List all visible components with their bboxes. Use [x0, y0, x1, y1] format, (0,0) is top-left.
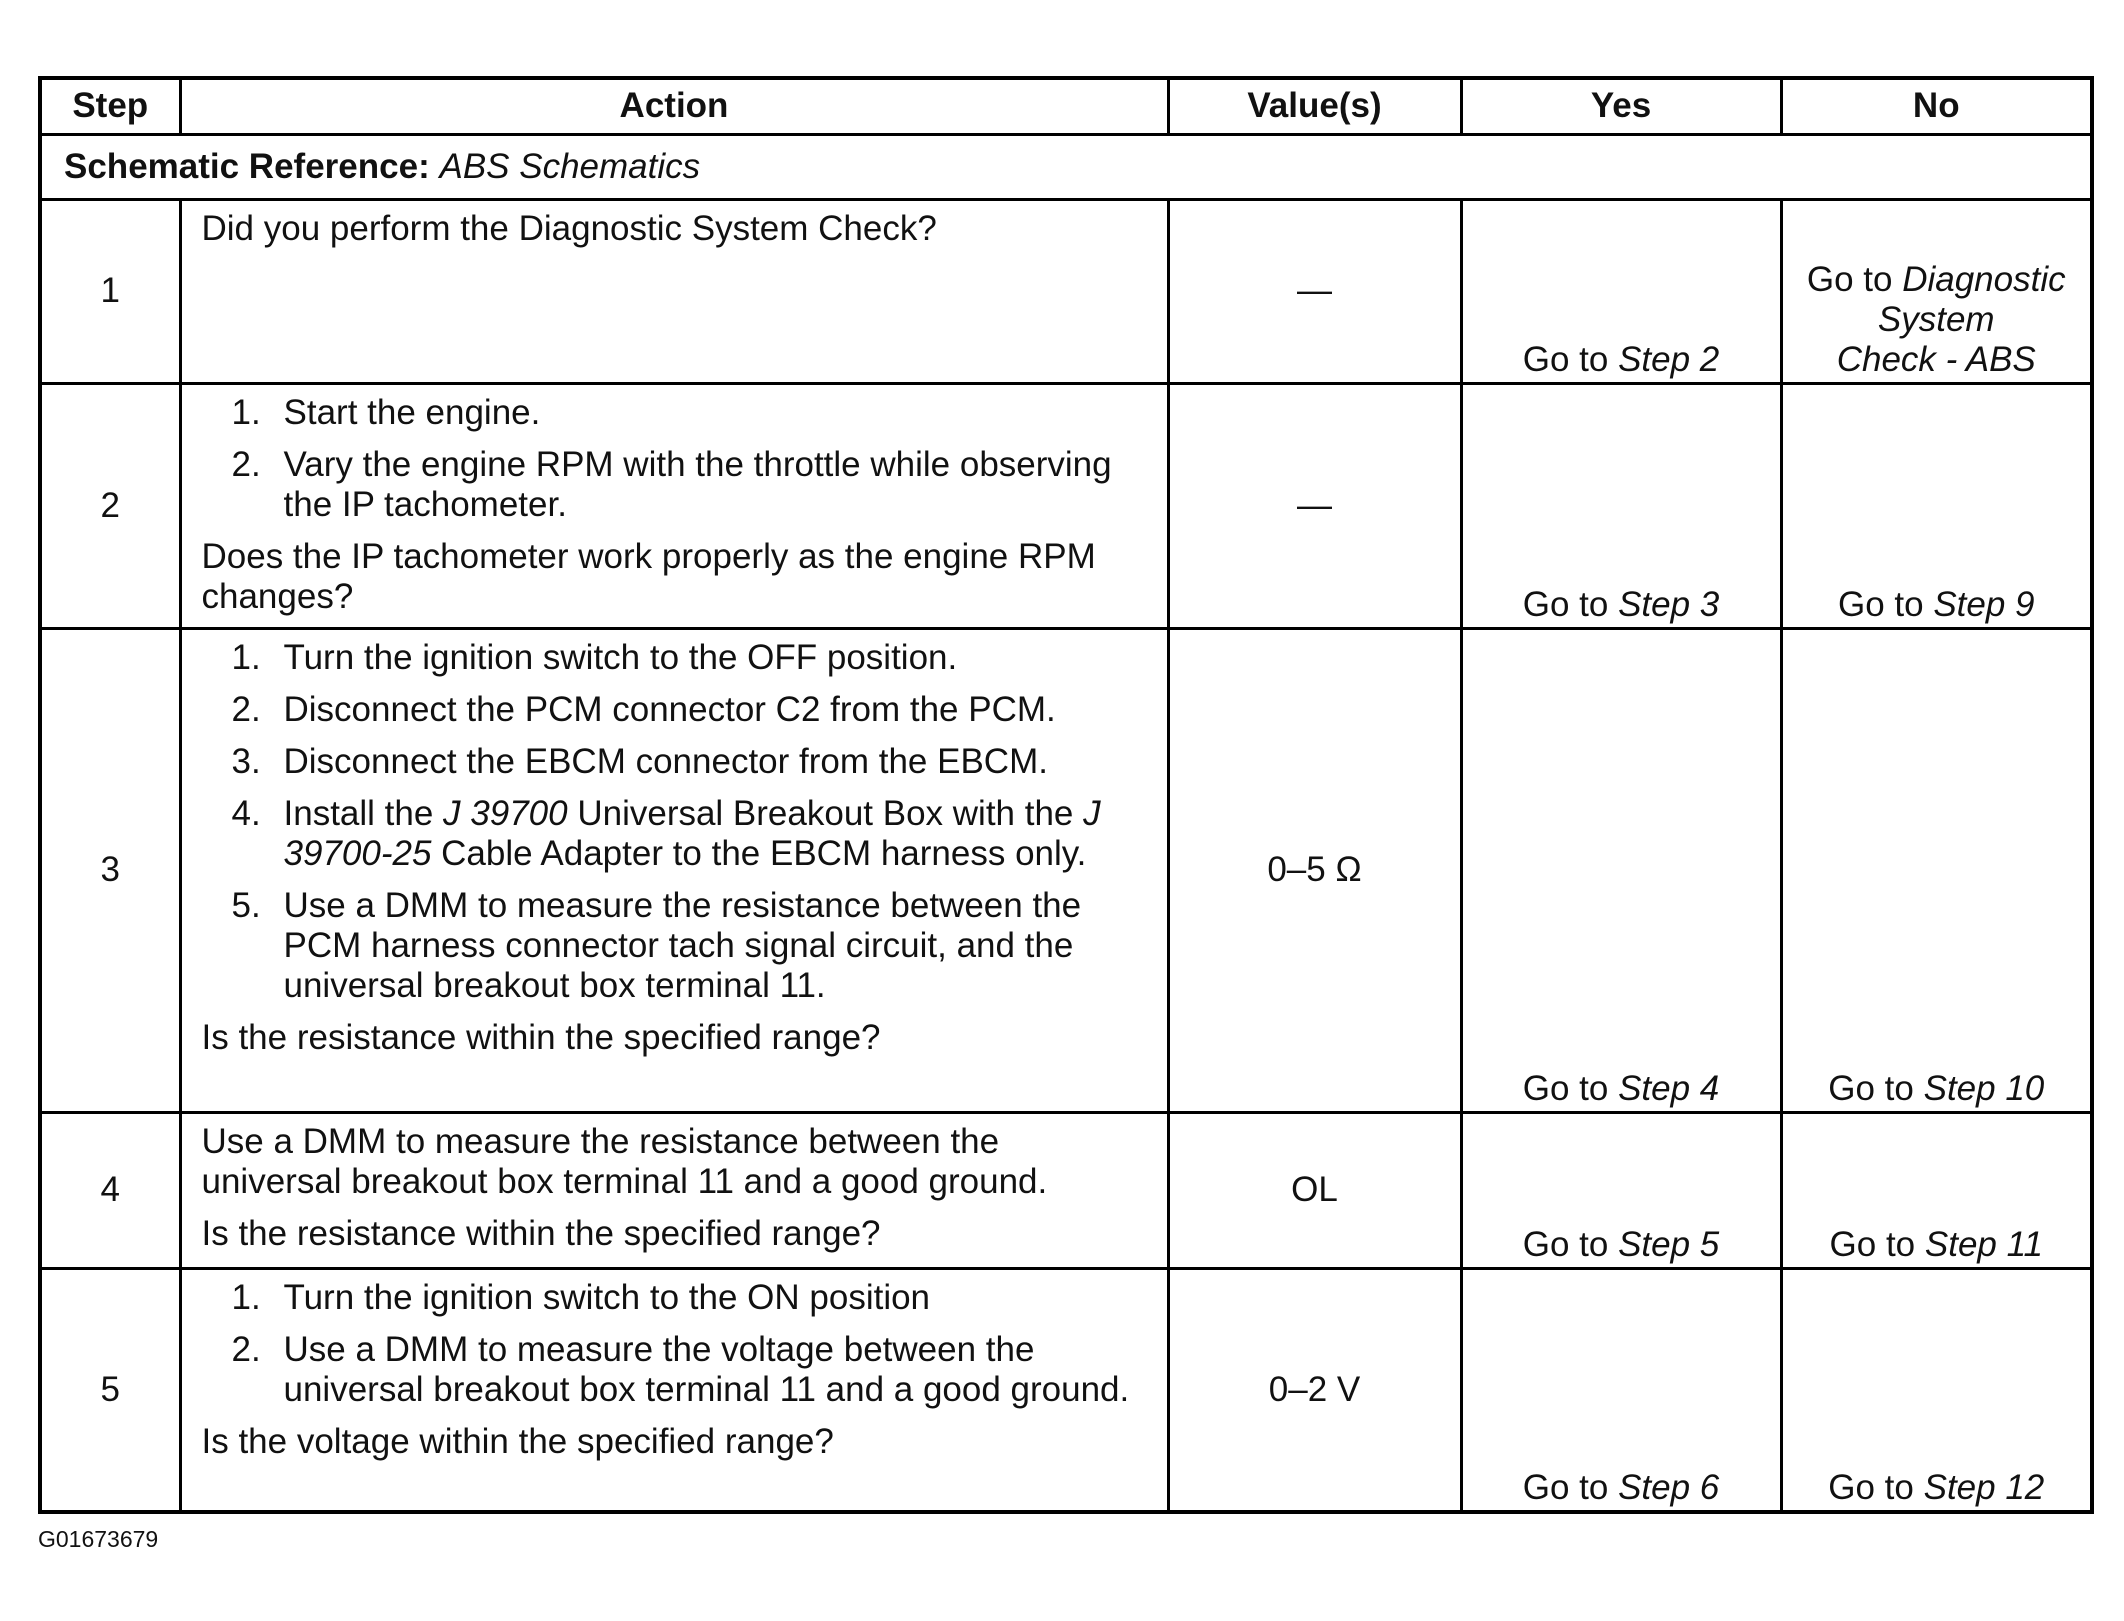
step-item-number: 1.: [231, 637, 261, 677]
question-text: Did you perform the Diagnostic System Check?: [201, 208, 937, 248]
step-item-number: 1.: [231, 392, 261, 432]
step-number: 1: [40, 199, 180, 383]
question-text: Is the voltage within the specified range?: [201, 1421, 834, 1461]
header-row: [40, 78, 2092, 134]
table-row: [40, 1268, 2092, 1512]
step-item-text: Vary the engine RPM with the throttle while observing the IP tachometer.: [283, 444, 1112, 524]
action-steps: [202, 638, 1147, 1006]
no-prefix: Go to: [1829, 1224, 1916, 1264]
step-item-text-pre: Install the: [283, 793, 444, 833]
no-target: Step 10: [1923, 1068, 2045, 1108]
action-step: [202, 1330, 1147, 1410]
value-cell: —: [1168, 383, 1461, 628]
step-item-text-mid: Universal Breakout Box with the: [567, 793, 1084, 833]
step-item-number: 2.: [231, 689, 261, 729]
action-cell: [180, 1268, 1168, 1512]
table-row: [40, 383, 2092, 628]
no-cell: [1781, 383, 2092, 628]
table-row: [40, 628, 2092, 1112]
value-cell: 0–2 V: [1168, 1268, 1461, 1512]
step-item-text: Turn the ignition switch to the OFF position.: [283, 637, 958, 677]
action-step: [202, 393, 1147, 433]
tool-name: J 39700: [443, 793, 568, 833]
action-cell: [180, 1112, 1168, 1268]
header-values: Value(s): [1168, 78, 1461, 134]
figure-id: G01673679: [38, 1526, 159, 1552]
action-step: [202, 886, 1147, 1006]
action-cell: [180, 628, 1168, 1112]
schematic-reference: [40, 134, 2092, 199]
value-cell: 0–5 Ω: [1168, 628, 1461, 1112]
yes-target: Step 2: [1618, 339, 1720, 379]
yes-prefix: Go to: [1522, 1068, 1609, 1108]
header-action: Action: [180, 78, 1168, 134]
step-item-number: 1.: [231, 1277, 261, 1317]
header-yes: Yes: [1461, 78, 1781, 134]
step-item-text: Use a DMM to measure the resistance between the PCM harness connector tach signal circuit, and the universal breakout box terminal 11.: [283, 885, 1082, 1005]
no-prefix: Go to: [1837, 584, 1924, 624]
action-step: [202, 445, 1147, 525]
yes-cell: [1461, 1112, 1781, 1268]
schematic-reference-label: Schematic Reference:: [64, 146, 430, 186]
table-row: [40, 1112, 2092, 1268]
step-number: 3: [40, 628, 180, 1112]
yes-cell: [1461, 1268, 1781, 1512]
value-cell: —: [1168, 199, 1461, 383]
no-target-line3: Check - ABS: [1836, 339, 2036, 379]
tool-name: J 39700-25: [283, 793, 1101, 873]
no-cell: [1781, 628, 2092, 1112]
action-step: [202, 1278, 1147, 1318]
reference-row: [40, 134, 2092, 199]
value-cell: OL: [1168, 1112, 1461, 1268]
step-item-number: 2.: [231, 1329, 261, 1369]
step-number: 5: [40, 1268, 180, 1512]
no-target: Step 9: [1933, 584, 2035, 624]
question-text: Is the resistance within the specified range?: [201, 1213, 881, 1253]
step-item-text: Use a DMM to measure the voltage between the universal breakout box terminal 11 and a good ground.: [283, 1329, 1130, 1409]
yes-prefix: Go to: [1522, 584, 1609, 624]
step-item-number: 3.: [231, 741, 261, 781]
step-item-text-post: Cable Adapter to the EBCM harness only.: [431, 833, 1087, 873]
no-target: Step 12: [1923, 1468, 2045, 1507]
no-target-line2: System: [1877, 299, 1995, 339]
yes-cell: [1461, 383, 1781, 628]
no-cell: [1781, 199, 2092, 383]
action-steps: [202, 393, 1147, 525]
step-item-number: 4.: [231, 793, 261, 833]
yes-target: Step 5: [1618, 1224, 1720, 1264]
yes-target: Step 6: [1618, 1468, 1720, 1507]
no-prefix: Go to: [1806, 259, 1893, 299]
yes-cell: [1461, 199, 1781, 383]
header-step: Step: [40, 78, 180, 134]
yes-prefix: Go to: [1522, 1224, 1609, 1264]
step-item-text: Disconnect the PCM connector C2 from the PCM.: [283, 689, 1056, 729]
step-item-number: 5.: [231, 885, 261, 925]
step-item-text: Start the engine.: [283, 392, 541, 432]
no-cell: [1781, 1268, 2092, 1512]
yes-target: Step 4: [1618, 1068, 1720, 1108]
action-cell: [180, 199, 1168, 383]
action-step: [202, 638, 1147, 678]
step-number: 4: [40, 1112, 180, 1268]
action-text: Use a DMM to measure the resistance between the universal breakout box terminal 11 and a good ground.: [201, 1121, 1048, 1201]
step-item-text: Disconnect the EBCM connector from the EBCM.: [283, 741, 1048, 781]
no-cell: [1781, 1112, 2092, 1268]
table-row: [40, 199, 2092, 383]
yes-target: Step 3: [1618, 584, 1720, 624]
yes-prefix: Go to: [1522, 339, 1609, 379]
header-no: No: [1781, 78, 2092, 134]
step-item-number: 2.: [231, 444, 261, 484]
yes-cell: [1461, 628, 1781, 1112]
question-text: Is the resistance within the specified range?: [201, 1017, 881, 1057]
action-step: [202, 742, 1147, 782]
yes-prefix: Go to: [1522, 1468, 1609, 1507]
question-text: Does the IP tachometer work properly as the engine RPM changes?: [201, 536, 1096, 616]
schematic-reference-value: ABS Schematics: [439, 146, 701, 186]
no-prefix: Go to: [1828, 1068, 1914, 1108]
step-number: 2: [40, 383, 180, 628]
no-prefix: Go to: [1828, 1468, 1914, 1507]
action-step: [202, 794, 1147, 874]
action-cell: [180, 383, 1168, 628]
step-item-text: Turn the ignition switch to the ON position: [283, 1277, 931, 1317]
action-step: [202, 690, 1147, 730]
no-target: Step 11: [1924, 1224, 2043, 1264]
no-target: Diagnostic: [1902, 259, 2066, 299]
action-steps: [202, 1278, 1147, 1410]
diagnostic-table: [38, 76, 2094, 1514]
